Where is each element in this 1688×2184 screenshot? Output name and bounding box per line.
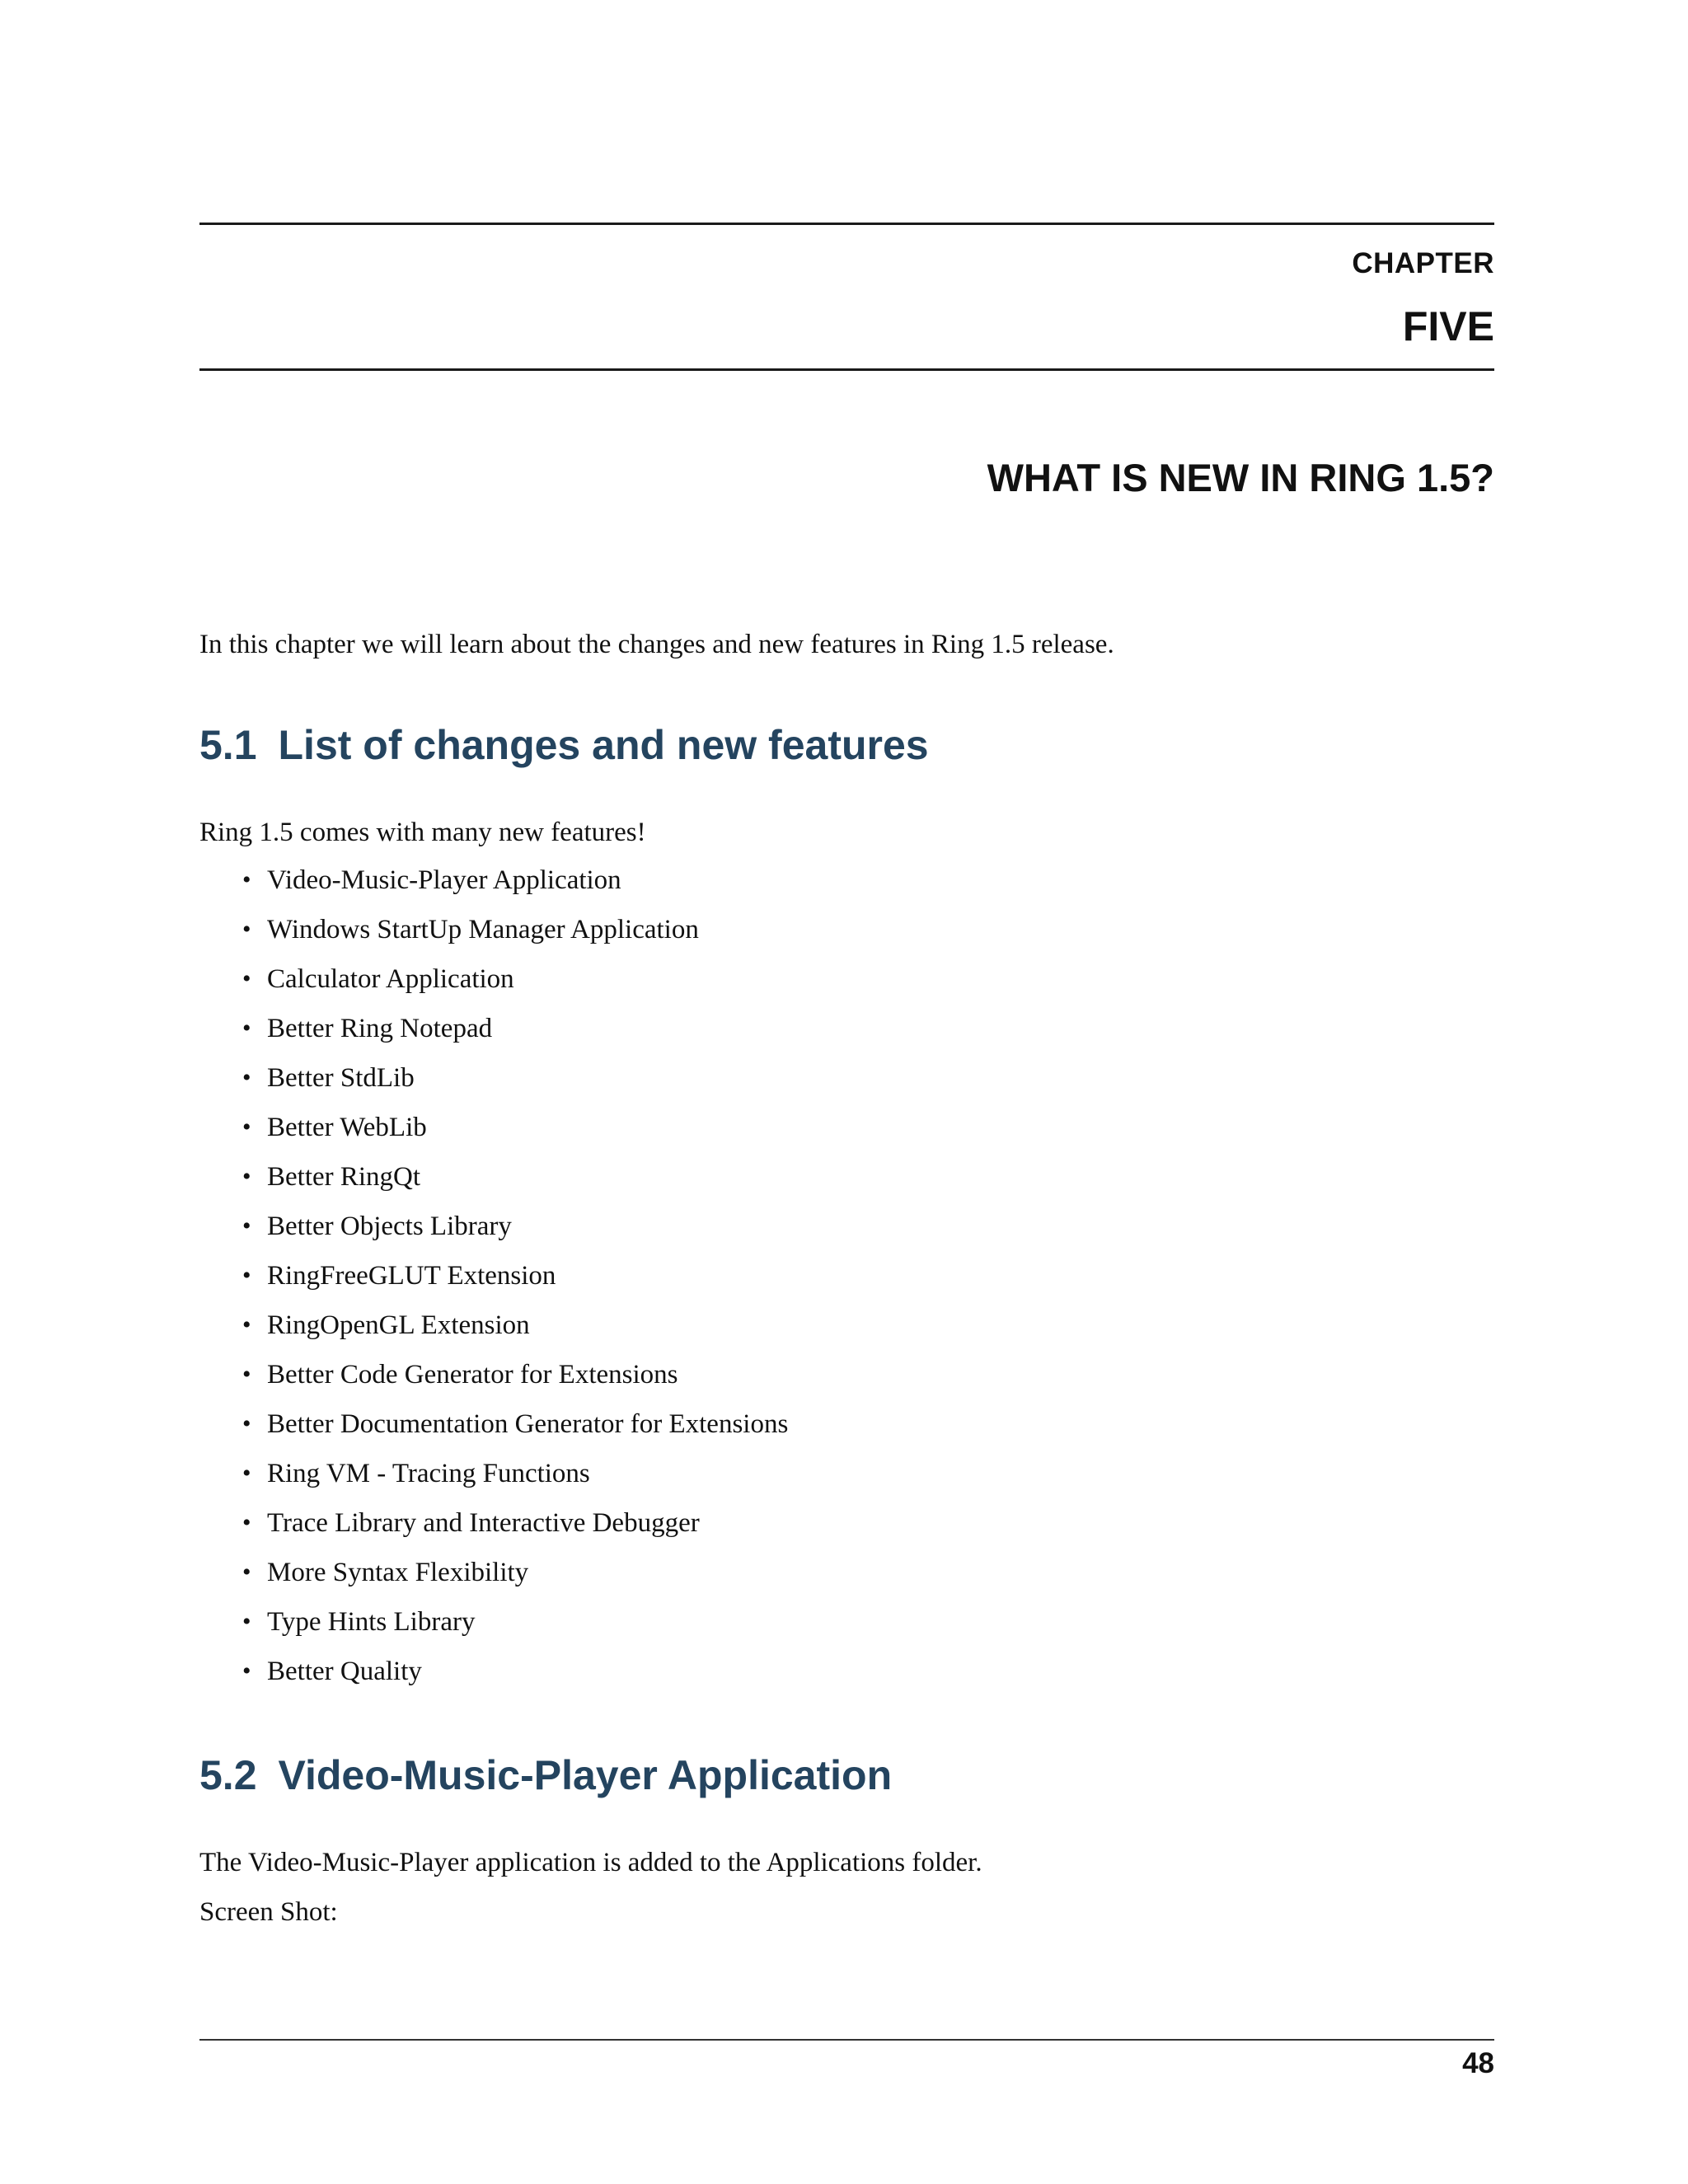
bullet-icon: • [242,866,251,893]
list-item-text: Windows StartUp Manager Application [267,915,699,944]
chapter-number: FIVE [1402,303,1494,349]
chapter-label: CHAPTER [1352,247,1494,279]
bullet-icon: • [242,1015,251,1042]
section-title: Video-Music-Player Application [278,1752,893,1798]
bullet-icon: • [242,1558,251,1586]
section-paragraph: Ring 1.5 comes with many new features! [199,818,646,847]
section-heading-5-2 [199,1751,892,1799]
list-item-text: More Syntax Flexibility [267,1558,529,1587]
list-item [242,864,788,913]
section-paragraph: Screen Shot: [199,1897,338,1927]
list-item [242,1160,788,1210]
chapter-bottom-rule [199,368,1494,371]
feature-list [242,864,788,1704]
section-heading-5-1 [199,721,929,769]
bullet-icon: • [242,1113,251,1141]
section-paragraph: The Video-Music-Player application is added to the Applications folder. [199,1848,982,1877]
list-item [242,1358,788,1408]
list-item-text: Better Documentation Generator for Extensions [267,1409,789,1439]
bullet-icon: • [242,1212,251,1240]
bullet-icon: • [242,1163,251,1190]
bullet-icon: • [242,1608,251,1635]
bullet-icon: • [242,916,251,943]
bullet-icon: • [242,1460,251,1487]
list-item [242,913,788,963]
list-item [242,1012,788,1062]
list-item-text: Better Code Generator for Extensions [267,1360,678,1390]
bullet-icon: • [242,1509,251,1536]
list-item-text: Ring VM - Tracing Functions [267,1459,590,1488]
list-item [242,1062,788,1111]
page-number: 48 [1462,2047,1494,2079]
list-item-text: Better StdLib [267,1063,415,1093]
list-item [242,1309,788,1358]
list-item [242,1655,788,1704]
list-item-text: RingFreeGLUT Extension [267,1261,556,1291]
list-item-text: Better RingQt [267,1162,421,1192]
section-number: 5.2 [199,1752,257,1798]
list-item-text: Trace Library and Interactive Debugger [267,1508,700,1538]
bullet-icon: • [242,1311,251,1338]
section-number: 5.1 [199,722,257,768]
bullet-icon: • [242,1410,251,1437]
bullet-icon: • [242,1064,251,1091]
intro-paragraph: In this chapter we will learn about the changes and new features in Ring 1.5 release. [199,630,1114,659]
list-item-text: Better Quality [267,1657,422,1686]
list-item-text: Better WebLib [267,1113,427,1142]
list-item [242,1507,788,1556]
list-item [242,1408,788,1457]
bullet-icon: • [242,965,251,992]
list-item [242,1605,788,1655]
bullet-icon: • [242,1657,251,1685]
list-item [242,1457,788,1507]
list-item [242,1111,788,1160]
bullet-icon: • [242,1262,251,1289]
list-item [242,963,788,1012]
bullet-icon: • [242,1361,251,1388]
chapter-top-rule [199,223,1494,225]
list-item-text: Type Hints Library [267,1607,476,1637]
list-item-text: Video-Music-Player Application [267,865,621,895]
list-item-text: RingOpenGL Extension [267,1310,530,1340]
list-item-text: Calculator Application [267,964,514,994]
section-title: List of changes and new features [278,722,929,768]
list-item-text: Better Ring Notepad [267,1014,493,1043]
list-item [242,1556,788,1605]
chapter-title: WHAT IS NEW IN RING 1.5? [987,456,1494,499]
list-item-text: Better Objects Library [267,1212,512,1241]
list-item [242,1259,788,1309]
footer-rule [199,2039,1494,2041]
list-item [242,1210,788,1259]
